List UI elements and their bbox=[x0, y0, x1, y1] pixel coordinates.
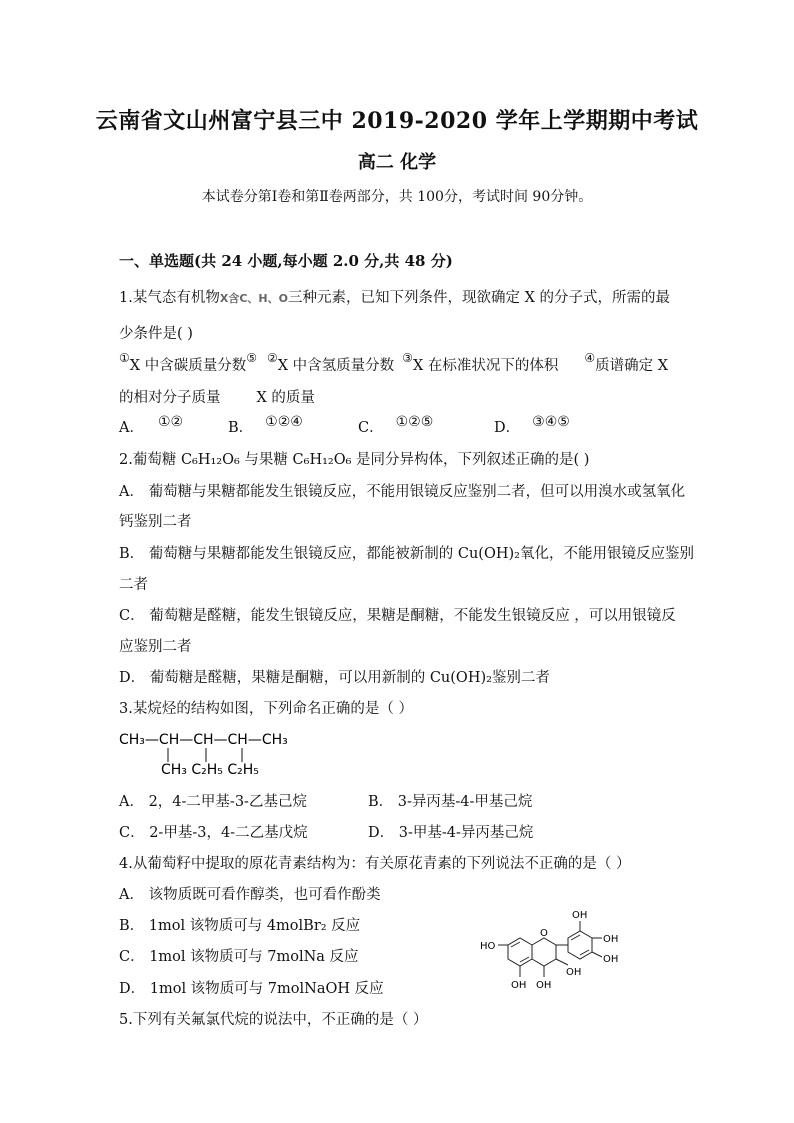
q3-struct-main-chain: CH₃—CH—CH—CH—CH₃ bbox=[119, 732, 288, 748]
q4-option-b: B． 1mol 该物质可与 4molBr₂ 反应 bbox=[119, 918, 361, 934]
q3-option-b: B． 3-异丙基-4-甲基己烷 bbox=[368, 794, 533, 810]
q2-option-c-line1: C． 葡萄糖是醛糖，能发生银镜反应，果糖是酮糖，不能发生银镜反应 ，可以用银镜反 bbox=[119, 608, 676, 624]
q2-stem: 2.葡萄糖 C₆H₁₂O₆ 与果糖 C₆H₁₂O₆ 是同分异构体，下列叙述正确的是( ) bbox=[119, 452, 590, 468]
q4-stem: 4.从葡萄籽中提取的原花青素结构为：有关原花青素的下列说法不正确的是（ ） bbox=[119, 856, 631, 872]
q1-option-b-text: ①②④ bbox=[265, 414, 303, 430]
q1-cond2-marker: ② bbox=[266, 351, 278, 365]
exam-subject: 高二 化学 bbox=[357, 152, 437, 173]
q1-option-d bbox=[494, 416, 570, 437]
q1-option-c-text: ①②⑤ bbox=[395, 414, 434, 430]
q1-stem-line2: 少条件是( ) bbox=[119, 326, 193, 342]
q2-option-a-line2: 钙鉴别二者 bbox=[119, 514, 192, 530]
q4-bond-oh-b-right2 bbox=[592, 952, 602, 957]
q1-cond4: 质谱确定 X bbox=[595, 358, 669, 374]
q1-option-c bbox=[358, 416, 433, 437]
q4-bond-oh-c3 bbox=[556, 959, 568, 965]
q4-molecule-svg bbox=[476, 905, 636, 1005]
q4-label-oh-b-right2: OH bbox=[603, 954, 619, 965]
q1-cond5: X 的质量 bbox=[256, 390, 315, 406]
q4-ring-c bbox=[532, 938, 556, 966]
q4-label-oh-c3: OH bbox=[566, 967, 582, 978]
exam-intro: 本试卷分第Ⅰ卷和第Ⅱ卷两部分，共 100分，考试时间 90分钟。 bbox=[201, 189, 593, 205]
q2-option-d: D． 葡萄糖是醛糖，果糖是酮糖，可以用新制的 Cu(OH)₂鉴别二者 bbox=[119, 670, 550, 686]
q1-option-a bbox=[119, 416, 183, 437]
q4-label-ho-left: HO bbox=[480, 941, 496, 952]
q1-cond4-cont: 的相对分子质量 bbox=[119, 390, 221, 406]
q5-stem: 5.下列有关氟氯代烷的说法中，不正确的是（ ） bbox=[119, 1012, 428, 1028]
q3-stem: 3.某烷烃的结构如图，下列命名正确的是（ ） bbox=[119, 701, 413, 717]
q1-stem bbox=[119, 286, 670, 307]
q1-option-a-letter: A． bbox=[119, 420, 144, 436]
q4-label-oh-c4: OH bbox=[536, 980, 552, 991]
q2-option-b-line2: 二者 bbox=[119, 577, 148, 593]
q2-option-c-line2: 应鉴别二者 bbox=[119, 639, 192, 655]
q1-option-d-letter: D． bbox=[494, 420, 521, 436]
q1-option-a-text: ①② bbox=[157, 414, 184, 430]
q3-structural-formula bbox=[119, 728, 319, 778]
q1-option-d-text: ③④⑤ bbox=[532, 414, 570, 430]
q2-option-a-line1: A． 葡萄糖与果糖都能发生银镜反应，不能用银镜反应鉴别二者，但可以用溴水或氢氧化 bbox=[119, 484, 686, 500]
exam-title: 云南省文山州富宁县三中 2019-2020 学年上学期期中考试 bbox=[95, 108, 699, 134]
q3-option-c: C． 2-甲基-3，4-二乙基戊烷 bbox=[119, 825, 308, 841]
q4-label-oh-b-right1: OH bbox=[603, 934, 619, 945]
q4-label-ring-o: O bbox=[540, 928, 548, 939]
q1-stem-part2: 三种元素，已知下列条件，现欲确定 X 的分子式，所需的最 bbox=[287, 290, 671, 306]
q4-option-d: D． 1mol 该物质可与 7molNaOH 反应 bbox=[119, 981, 384, 997]
q1-option-c-letter: C． bbox=[358, 420, 384, 436]
q1-cond3: X 在标准状况下的体积 bbox=[412, 358, 559, 374]
section-heading: 一、单选题(共 24 小题,每小题 2.0 分,共 48 分) bbox=[119, 252, 453, 270]
q3-struct-substituents: CH₃ C₂H₅ C₂H₅ bbox=[161, 762, 259, 778]
q4-option-a: A． 该物质既可看作醇类，也可看作酚类 bbox=[119, 887, 381, 903]
q1-cond4-marker: ④ bbox=[584, 351, 596, 365]
q4-label-oh-b-top: OH bbox=[572, 910, 588, 921]
q1-inline-formula-image: X含C、H、O bbox=[219, 292, 288, 305]
q1-cond3-marker: ③ bbox=[402, 351, 413, 365]
q4-option-c: C． 1mol 该物质可与 7molNa 反应 bbox=[119, 949, 359, 965]
q1-option-b bbox=[228, 416, 303, 437]
q1-conditions-line1 bbox=[119, 351, 669, 375]
q4-label-oh-a: OH bbox=[511, 980, 527, 991]
q1-conditions-line2 bbox=[119, 386, 315, 407]
q4-molecule-structure bbox=[476, 905, 636, 1005]
q1-cond1-marker: ① bbox=[119, 351, 130, 365]
q1-cond1: X 中含碳质量分数 bbox=[129, 358, 247, 374]
q3-option-d: D． 3-甲基-4-异丙基己烷 bbox=[368, 825, 534, 841]
q1-cond5-marker: ⑤ bbox=[246, 351, 257, 365]
q1-stem-part1: 1.某气态有机物 bbox=[119, 290, 220, 306]
q2-option-b-line1: B． 葡萄糖与果糖都能发生银镜反应，都能被新制的 Cu(OH)₂氧化，不能用银镜反应鉴别 bbox=[119, 546, 694, 562]
q1-option-b-letter: B． bbox=[228, 420, 254, 436]
q1-cond2: X 中含氢质量分数 bbox=[277, 358, 395, 374]
q3-structure-svg bbox=[119, 728, 319, 778]
q3-option-a: A． 2，4-二甲基-3-乙基己烷 bbox=[119, 794, 307, 810]
